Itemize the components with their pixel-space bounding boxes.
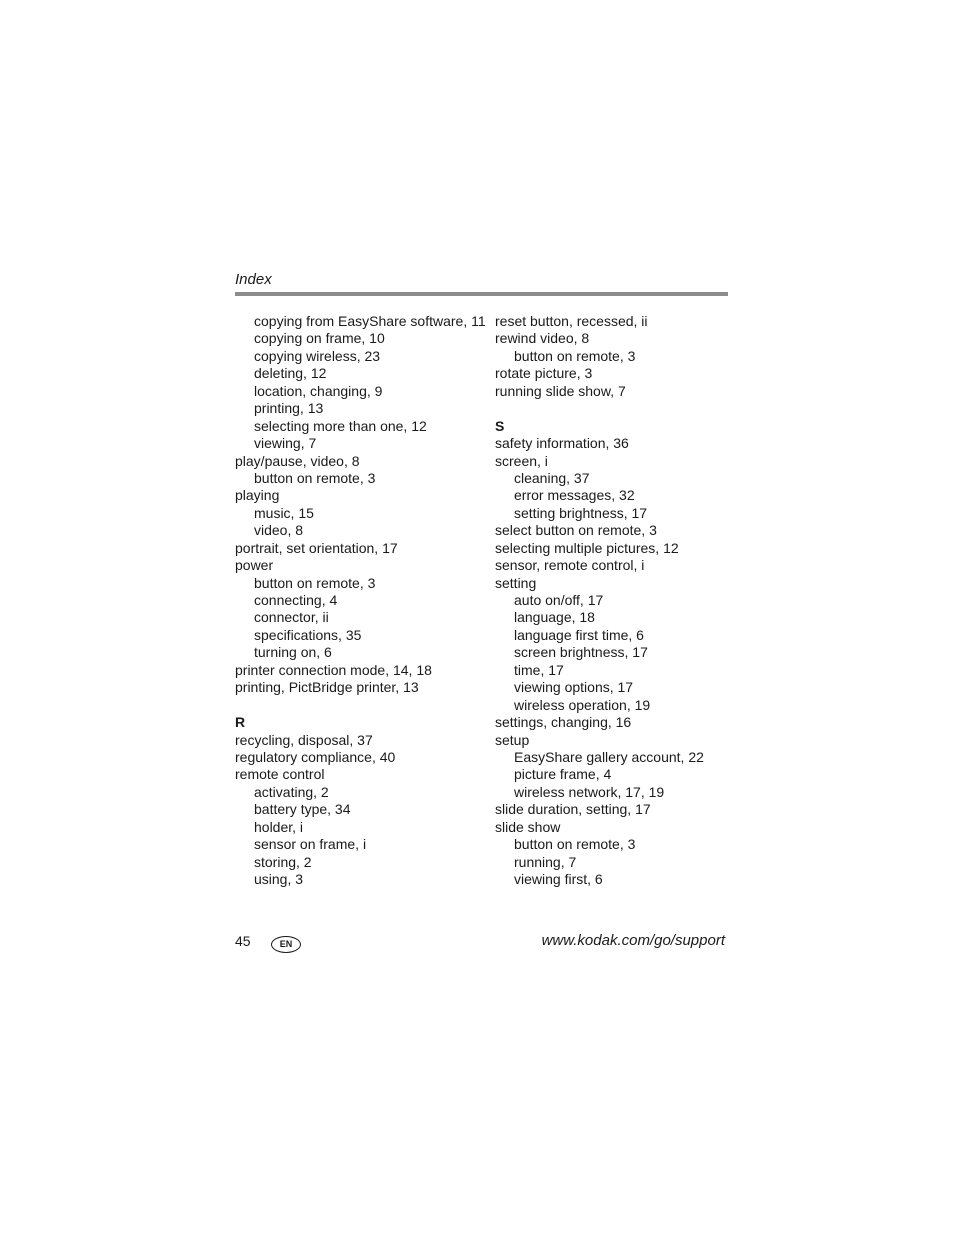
index-subentry: button on remote, 3 bbox=[254, 469, 376, 486]
index-column-right bbox=[495, 313, 745, 888]
header-rule bbox=[235, 292, 728, 296]
index-entry: portrait, set orientation, 17 bbox=[235, 539, 398, 556]
index-entry: reset button, recessed, ii bbox=[495, 313, 648, 329]
index-subentry: button on remote, 3 bbox=[514, 347, 636, 364]
index-subentry: auto on/off, 17 bbox=[514, 592, 604, 608]
index-entry: safety information, 36 bbox=[495, 435, 629, 452]
index-spacer bbox=[495, 400, 745, 417]
index-entry: slide show bbox=[495, 818, 561, 835]
index-entry: power bbox=[235, 557, 274, 574]
index-subentry: language first time, 6 bbox=[514, 626, 644, 643]
index-subentry: using, 3 bbox=[254, 871, 304, 887]
index-subentry: printing, 13 bbox=[254, 400, 324, 417]
index-subentry: video, 8 bbox=[254, 522, 304, 539]
index-entry: playing bbox=[235, 487, 280, 504]
index-subentry: running, 7 bbox=[514, 853, 577, 870]
index-subentry: language, 18 bbox=[514, 609, 595, 626]
index-subentry: time, 17 bbox=[514, 661, 564, 678]
index-subentry: copying from EasyShare software, 11 bbox=[254, 313, 486, 329]
index-entry: settings, changing, 16 bbox=[495, 714, 632, 731]
index-entry: recycling, disposal, 37 bbox=[235, 731, 373, 748]
index-subentry: activating, 2 bbox=[254, 783, 329, 800]
index-entry: rotate picture, 3 bbox=[495, 365, 593, 382]
index-subentry: setting brightness, 17 bbox=[514, 504, 648, 521]
page-header-title: Index bbox=[235, 271, 272, 288]
index-subentry: copying wireless, 23 bbox=[254, 347, 381, 364]
index-entry: selecting multiple pictures, 12 bbox=[495, 539, 679, 556]
index-subentry: connector, ii bbox=[254, 609, 329, 626]
index-subentry: storing, 2 bbox=[254, 853, 312, 870]
index-subentry: battery type, 34 bbox=[254, 801, 351, 818]
index-subentry: screen brightness, 17 bbox=[514, 644, 648, 661]
index-column-left bbox=[235, 313, 485, 888]
index-entry: setup bbox=[495, 731, 530, 748]
index-subentry: holder, i bbox=[254, 818, 304, 835]
index-letter-heading: R bbox=[235, 714, 246, 731]
index-entry: screen, i bbox=[495, 452, 548, 469]
index-subentry: cleaning, 37 bbox=[514, 469, 590, 486]
index-entry: printing, PictBridge printer, 13 bbox=[235, 679, 419, 696]
index-entry: regulatory compliance, 40 bbox=[235, 748, 396, 765]
index-entry: running slide show, 7 bbox=[495, 382, 626, 399]
index-letter-heading: S bbox=[495, 417, 505, 434]
page-number: 45 bbox=[235, 933, 251, 949]
index-subentry: wireless network, 17, 19 bbox=[514, 783, 665, 800]
index-subentry: viewing, 7 bbox=[254, 435, 317, 452]
index-subentry: location, changing, 9 bbox=[254, 382, 383, 399]
index-entry: play/pause, video, 8 bbox=[235, 452, 360, 469]
index-entry: slide duration, setting, 17 bbox=[495, 801, 651, 818]
index-entry: sensor, remote control, i bbox=[495, 557, 645, 574]
index-subentry: selecting more than one, 12 bbox=[254, 417, 427, 434]
index-subentry: turning on, 6 bbox=[254, 644, 332, 661]
support-url: www.kodak.com/go/support bbox=[541, 932, 725, 949]
index-subentry: button on remote, 3 bbox=[514, 836, 636, 853]
index-entry: setting bbox=[495, 574, 537, 591]
index-entry: remote control bbox=[235, 766, 325, 783]
index-subentry: deleting, 12 bbox=[254, 365, 327, 382]
index-entry: printer connection mode, 14, 18 bbox=[235, 661, 432, 678]
index-spacer bbox=[235, 697, 485, 714]
index-subentry: specifications, 35 bbox=[254, 626, 362, 643]
index-subentry: viewing options, 17 bbox=[514, 679, 634, 696]
index-subentry: error messages, 32 bbox=[514, 487, 635, 504]
index-subentry: connecting, 4 bbox=[254, 592, 338, 608]
index-subentry: EasyShare gallery account, 22 bbox=[514, 748, 704, 765]
index-subentry: picture frame, 4 bbox=[514, 766, 612, 783]
index-subentry: button on remote, 3 bbox=[254, 574, 376, 591]
language-badge: EN bbox=[271, 936, 301, 953]
index-subentry: wireless operation, 19 bbox=[514, 696, 651, 713]
index-entry: rewind video, 8 bbox=[495, 330, 590, 347]
index-subentry: copying on frame, 10 bbox=[254, 330, 385, 347]
index-subentry: music, 15 bbox=[254, 504, 314, 521]
index-subentry: viewing first, 6 bbox=[514, 871, 603, 887]
index-entry: select button on remote, 3 bbox=[495, 522, 657, 539]
index-subentry: sensor on frame, i bbox=[254, 836, 367, 853]
